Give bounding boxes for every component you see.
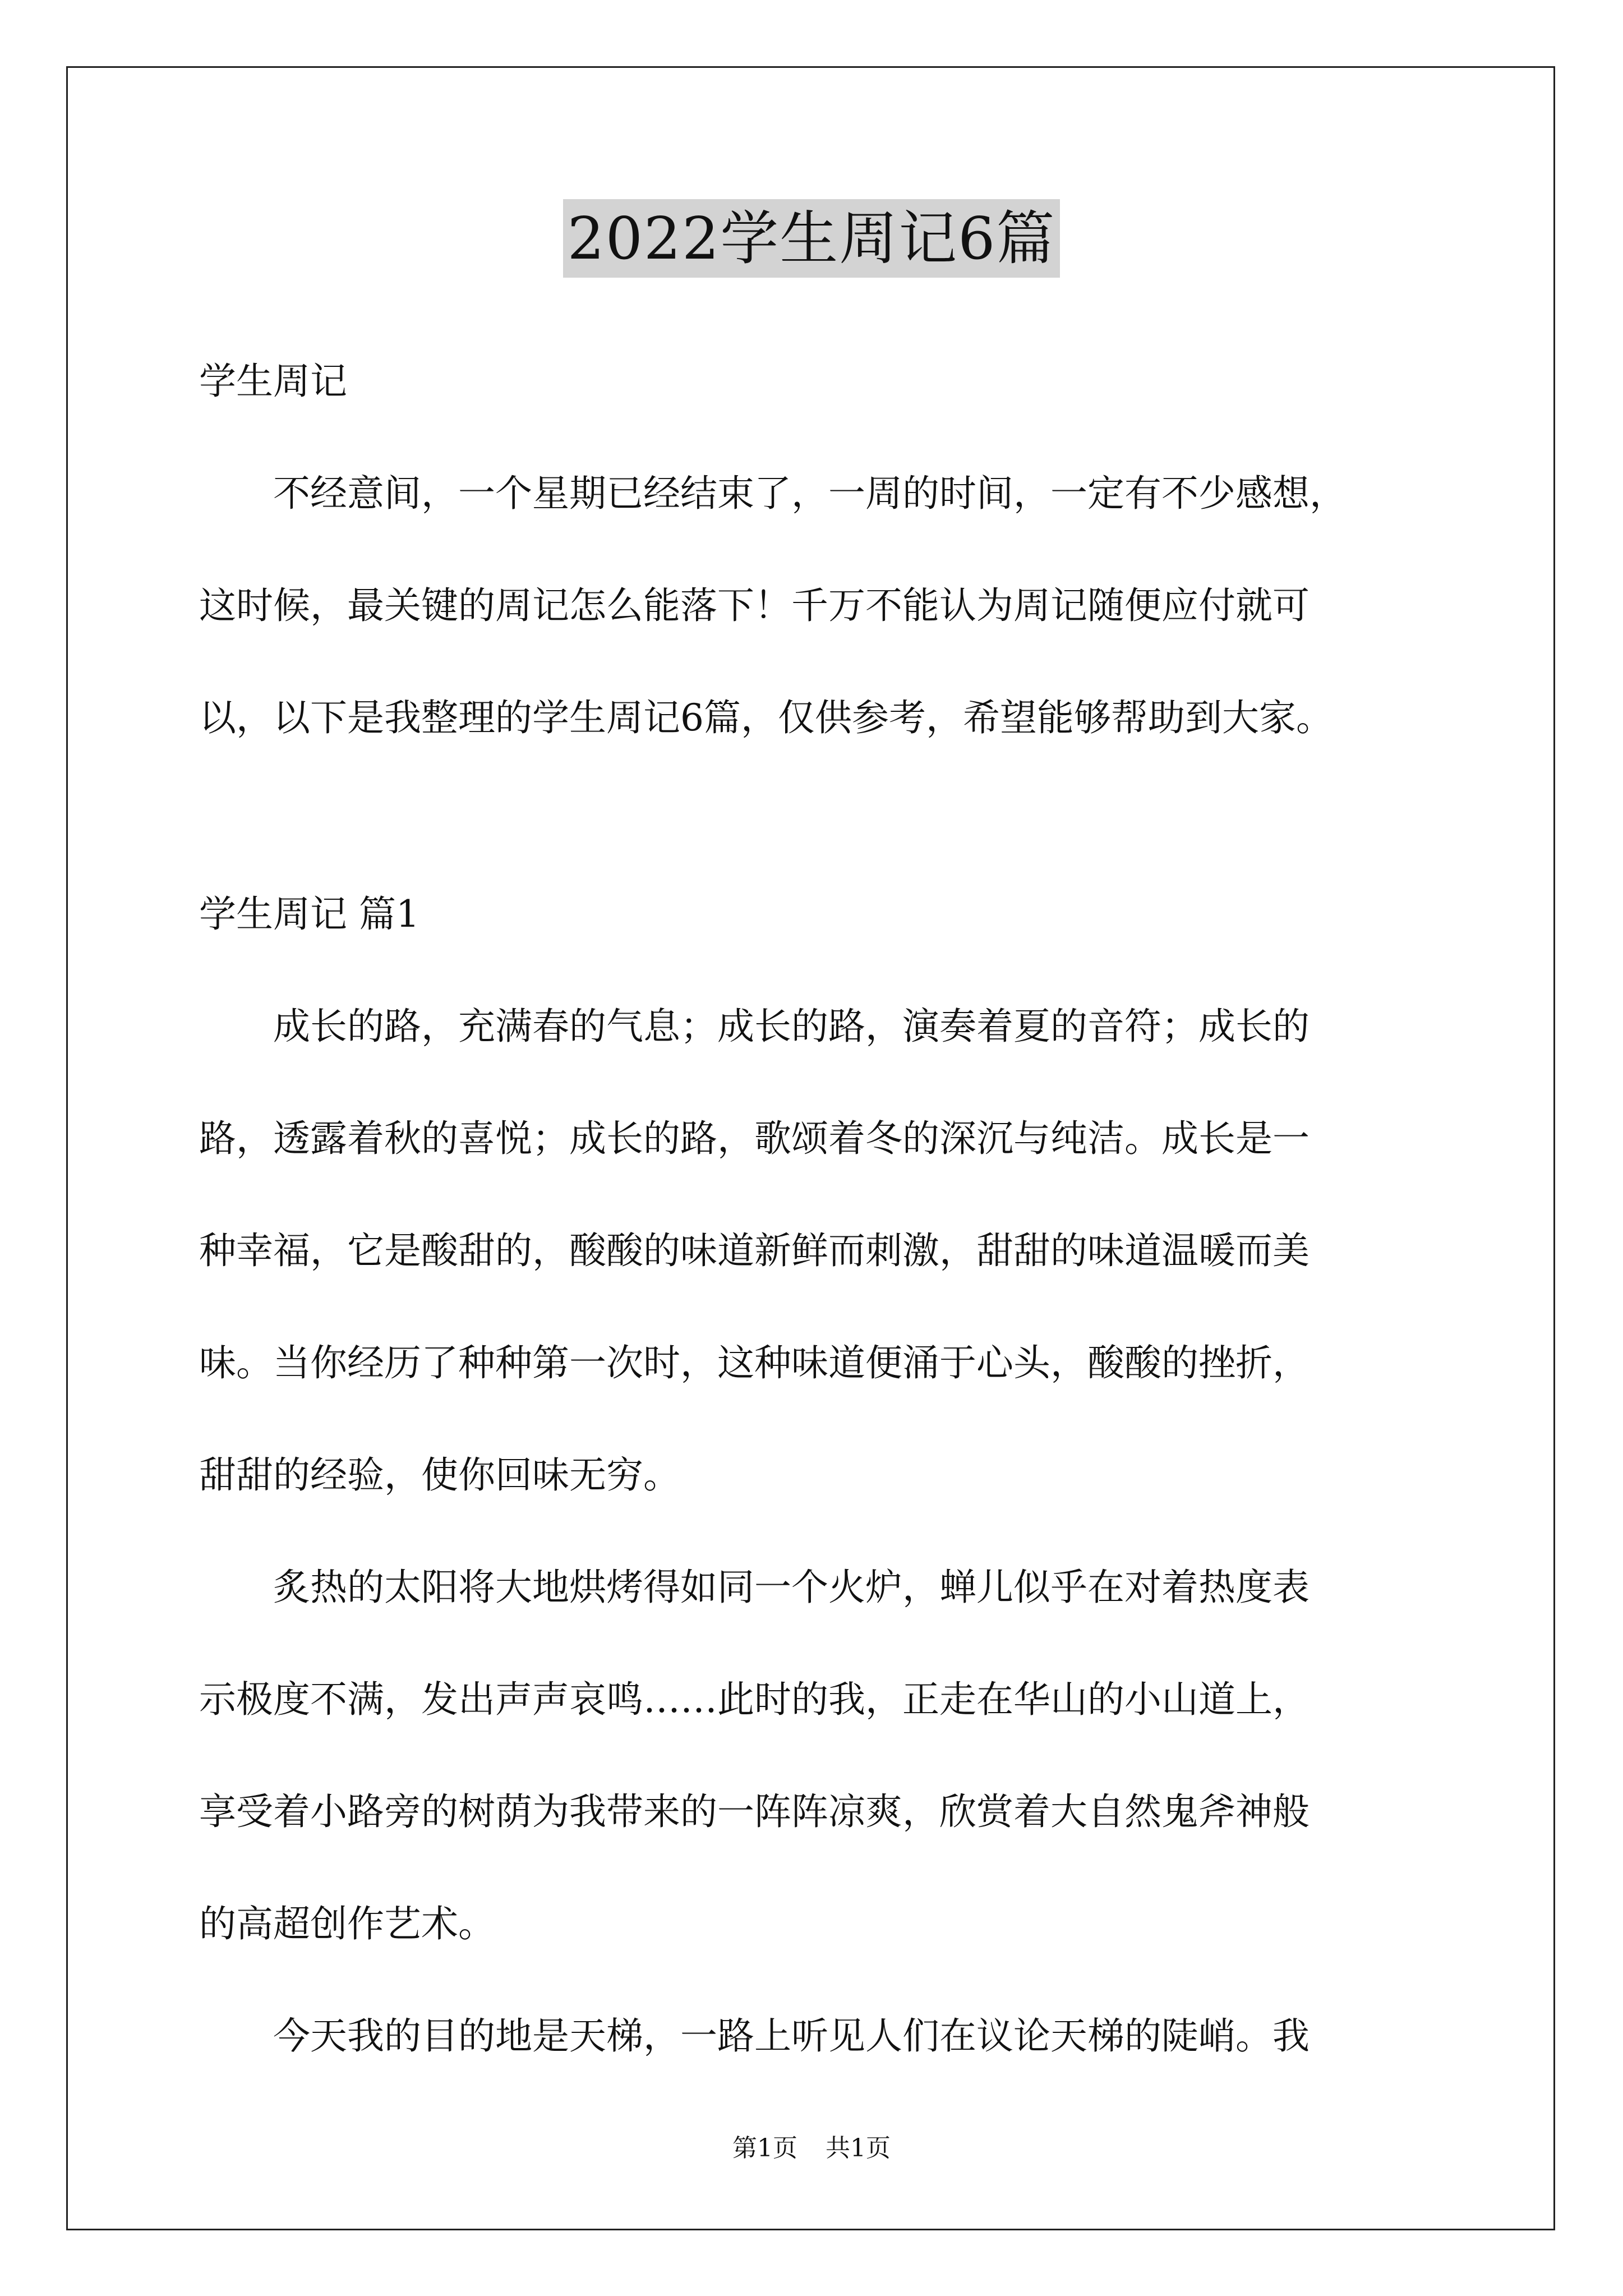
page-footer bbox=[0, 2132, 1623, 2165]
paragraph-line: 今天我的目的地是天梯，一路上听见人们在议论天梯的陡峭。我 bbox=[199, 2014, 1310, 2058]
paragraph-line: 享受着小路旁的树荫为我带来的一阵阵凉爽，欣赏着大自然鬼斧神般 bbox=[199, 1790, 1310, 1833]
intro-paragraph bbox=[199, 438, 1433, 774]
title-container bbox=[0, 199, 1623, 278]
paragraph-line: 示极度不满，发出声声哀鸣……此时的我，正走在华山的小山道上， bbox=[199, 1678, 1310, 1721]
page-number-current: 第1页 bbox=[732, 2134, 797, 2162]
paragraph-2 bbox=[199, 1531, 1433, 1980]
intro-line: 不经意间，一个星期已经结束了，一周的时间，一定有不少感想， bbox=[199, 472, 1347, 515]
paragraph-line: 甜甜的经验，使你回味无穷。 bbox=[199, 1453, 680, 1497]
paragraph-line: 的高超创作艺术。 bbox=[199, 1902, 495, 1945]
intro-heading: 学生周记 bbox=[199, 360, 347, 403]
paragraph-line: 炙热的太阳将大地烘烤得如同一个火炉，蝉儿似乎在对着热度表 bbox=[199, 1566, 1310, 1609]
paragraph-3 bbox=[199, 1980, 1433, 2092]
intro-line: 这时候，最关键的周记怎么能落下！千万不能认为周记随便应付就可 bbox=[199, 584, 1310, 627]
paragraph-1 bbox=[199, 970, 1433, 1531]
section-heading: 学生周记 篇1 bbox=[199, 892, 419, 936]
paragraph-line: 种幸福，它是酸甜的，酸酸的味道新鲜而刺激，甜甜的味道温暖而美 bbox=[199, 1229, 1310, 1272]
paragraph-line: 味。当你经历了种种第一次时，这种味道便涌于心头，酸酸的挫折， bbox=[199, 1341, 1310, 1384]
paragraph-line: 成长的路，充满春的气息；成长的路，演奏着夏的音符；成长的 bbox=[199, 1005, 1310, 1048]
intro-line: 以，以下是我整理的学生周记6篇，仅供参考，希望能够帮助到大家。 bbox=[199, 696, 1333, 739]
page-number-total: 共1页 bbox=[826, 2134, 891, 2162]
document-title: 2022学生周记6篇 bbox=[563, 199, 1061, 278]
paragraph-line: 路，透露着秋的喜悦；成长的路，歌颂着冬的深沉与纯洁。成长是一 bbox=[199, 1117, 1310, 1160]
